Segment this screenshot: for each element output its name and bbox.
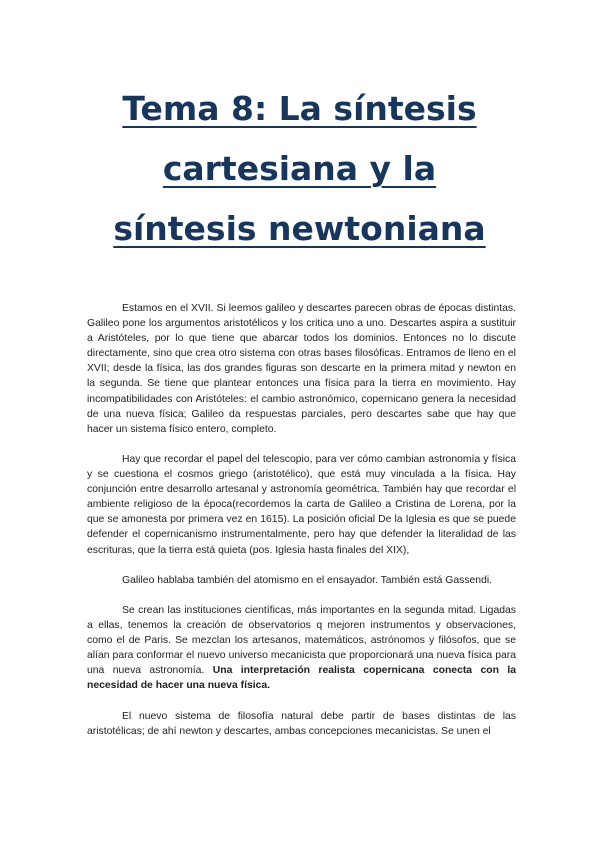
title-line-1: Tema 8: La síntesis [122, 89, 477, 128]
paragraph-1: Estamos en el XVII. Si leemos galileo y descartes parecen obras de épocas distintas. Galileo pone los argumentos aristotélicos y los critica uno a uno. Descartes aspira a sustituir a Aristóteles, por lo que tiene que abarcar todos los dominios. Entonces no lo discute directamente, sino que crea otro sistema con otras bases filosóficas. Entramos de lleno en el XVII; desde la física, las dos grandes figuras son descarte en la primera mitad y newton en la segunda. Se tiene que plantear entonces una física para la tierra en movimiento. Hay incompatibilidades con Aristóteles: el cambio astronómico, copernicano genera la necesidad de una nueva física; Galileo da respuestas parciales, pero descartes sabe que hay que hacer un sistema físico entero, completo. [87, 303, 516, 435]
title-line-2: cartesiana y la [162, 149, 437, 188]
paragraph-5: El nuevo sistema de filosofía natural debe partir de bases distintas de las aristotélicas; de ahí newton y descartes, ambas concepciones mecanicistas. Se unen el [87, 710, 516, 737]
title-line-3: síntesis newtoniana [113, 209, 486, 248]
paragraph-4-text: Se crean las instituciones científicas, más importantes en la segunda mitad. Ligadas a ellas, tenemos la creación de observatorios q mejoren instrumentos y observaciones, como el de Paris. Se mezclan los artesanos, matemáticos, astrónomos y filósofos, que se alían para conformar el nuevo universo mecanicista que proporcionará una nueva física para una nueva astronomía. [87, 604, 516, 677]
paragraph-4-bold-text: Una interpretación realista copernicana conecta con la necesidad de hacer una nueva física. [87, 665, 517, 692]
paragraph-4 [87, 603, 516, 694]
paragraph-2: Hay que recordar el papel del telescopio, para ver cómo cambian astronomía y física y se cuestiona el cosmos griego (aristotélico), que está muy vinculada a la física. Hay conjunción entre desarrollo artesanal y astronomía geométrica. También hay que recordar el ambiente religioso de la época(recordemos la carta de Galileo a Cristina de Lorena, por la que se amonesta por primera vez en 1615). La posición oficial De la Iglesia es que se puede defender el copernicanismo instrumentalmente, pero hay que defender la literalidad de las escrituras, que la tierra está quieta (pos. Iglesia hasta finales del XIX), [87, 453, 516, 556]
paragraph-3: Galileo hablaba también del atomismo en el ensayador. También está Gassendi. [122, 574, 493, 586]
document-body [87, 301, 516, 739]
document-title [60, 79, 539, 259]
